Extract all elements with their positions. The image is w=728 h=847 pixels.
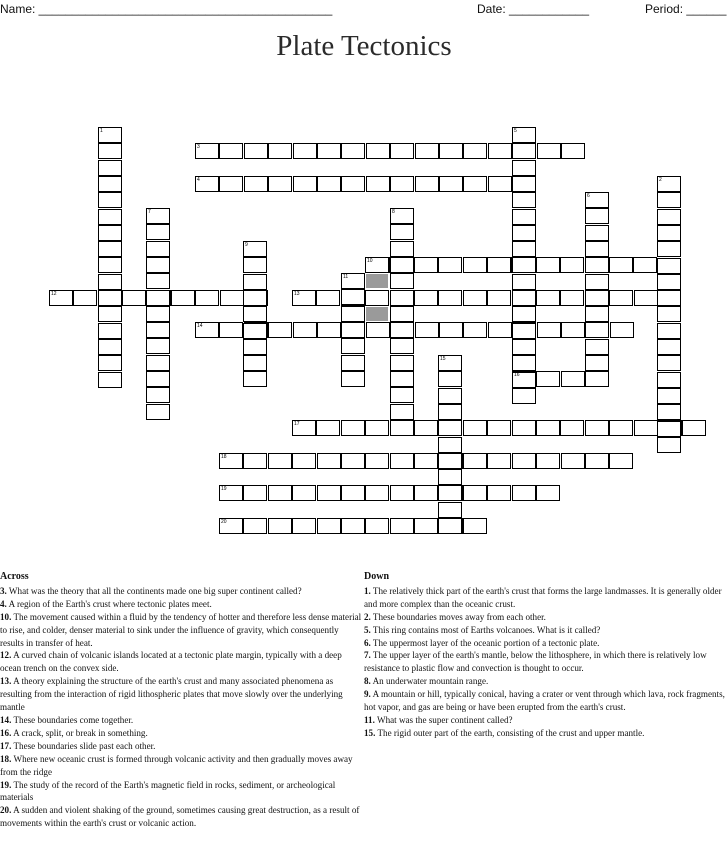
grid-cell[interactable] [438, 518, 462, 534]
grid-cell[interactable] [414, 420, 438, 436]
grid-cell[interactable] [98, 306, 122, 322]
across-clues [0, 571, 362, 830]
grid-cell[interactable] [243, 306, 267, 322]
grid-cell[interactable] [316, 420, 340, 436]
page-title: Plate Tectonics [276, 30, 452, 62]
down-clue: 8. An underwater mountain range. [364, 676, 489, 687]
grid-cell[interactable] [98, 323, 122, 339]
grid-cell[interactable] [488, 176, 512, 192]
clue-number: 8 [392, 209, 395, 215]
grid-cell[interactable] [657, 258, 681, 274]
grid-cell[interactable] [438, 257, 462, 273]
grid-cell[interactable] [341, 176, 365, 192]
grid-cell[interactable] [561, 371, 585, 387]
grid-cell[interactable] [365, 485, 389, 501]
grid-cell[interactable] [438, 290, 462, 306]
grid-cell[interactable] [365, 290, 389, 306]
grid-cell[interactable] [317, 143, 341, 159]
grid-cell[interactable] [341, 289, 365, 305]
grid-cell[interactable] [487, 453, 511, 469]
grid-cell[interactable] [609, 453, 633, 469]
grid-cell[interactable] [292, 518, 316, 534]
grid-cell[interactable] [243, 290, 267, 306]
grid-cell[interactable] [585, 225, 609, 241]
clue-number: 7 [148, 209, 151, 215]
grid-cell[interactable] [317, 176, 341, 192]
grid-cell[interactable] [390, 518, 414, 534]
clue-number: 1 [100, 128, 103, 134]
grid-cell[interactable] [341, 306, 365, 322]
grid-cell[interactable] [512, 485, 536, 501]
grid-cell[interactable] [585, 453, 609, 469]
clue-number: 20 [221, 519, 227, 525]
grid-cell[interactable] [390, 257, 414, 273]
grid-cell[interactable] [512, 290, 536, 306]
grid-cell[interactable] [512, 257, 536, 273]
grid-cell[interactable] [536, 453, 560, 469]
grid-cell[interactable] [585, 371, 609, 387]
grid-cell[interactable] [536, 290, 560, 306]
grid-cell[interactable] [146, 273, 170, 289]
grid-cell[interactable] [560, 420, 584, 436]
grid-cell[interactable] [341, 485, 365, 501]
clue-number: 3 [197, 144, 200, 150]
grid-cell[interactable] [438, 502, 462, 518]
grid-cell[interactable] [341, 453, 365, 469]
grid-cell[interactable] [536, 371, 560, 387]
grid-cell[interactable] [243, 371, 267, 387]
grid-cell[interactable] [243, 339, 267, 355]
grid-cell[interactable] [415, 322, 439, 338]
grid-cell[interactable] [98, 209, 122, 225]
across-clue: 20. A sudden and violent shaking of the ground, sometimes causing great destruction, as a result of movements within the earth's crust or volcanic action. [0, 805, 360, 829]
grid-cell[interactable] [438, 420, 462, 436]
grid-cell[interactable] [317, 453, 341, 469]
grid-cell[interactable] [585, 355, 609, 371]
grid-cell[interactable] [512, 306, 536, 322]
grid-cell[interactable] [341, 355, 365, 371]
grid-cell[interactable] [341, 143, 365, 159]
grid-cell[interactable] [341, 518, 365, 534]
grid-cell[interactable] [560, 290, 584, 306]
grid-cell[interactable] [98, 143, 122, 159]
grid-cell[interactable] [463, 143, 487, 159]
clue-number: 16 [514, 372, 520, 378]
grid-cell[interactable] [634, 290, 658, 306]
grid-cell[interactable] [512, 241, 536, 257]
grid-cell[interactable] [657, 404, 681, 420]
down-clue: 6. The uppermost layer of the oceanic portion of a tectonic plate. [364, 637, 600, 648]
grid-cell[interactable] [512, 209, 536, 225]
down-heading: Down [364, 571, 390, 582]
grid-cell[interactable] [634, 420, 658, 436]
grid-cell[interactable] [463, 290, 487, 306]
grid-cell[interactable] [560, 257, 584, 273]
shaded-cell [366, 307, 388, 321]
grid-cell[interactable] [463, 176, 487, 192]
grid-cell[interactable] [317, 322, 341, 338]
grid-cell[interactable] [487, 420, 511, 436]
grid-cell[interactable] [98, 160, 122, 176]
grid-cell[interactable] [98, 290, 122, 306]
grid-cell[interactable] [366, 176, 390, 192]
grid-cell[interactable] [438, 404, 462, 420]
grid-cell[interactable] [341, 371, 365, 387]
grid-cell[interactable] [488, 143, 512, 159]
grid-cell[interactable] [438, 388, 462, 404]
grid-cell[interactable] [98, 339, 122, 355]
grid-cell[interactable] [243, 323, 267, 339]
across-clue: 19. The study of the record of the Earth's magnetic field in rocks, sediment, or archeological materials [0, 779, 336, 803]
clue-number: 10 [367, 258, 373, 264]
grid-cell[interactable] [98, 192, 122, 208]
grid-cell[interactable] [195, 290, 219, 306]
grid-cell[interactable] [146, 241, 170, 257]
grid-cell[interactable] [585, 420, 609, 436]
date-field[interactable]: Date: ____________ [477, 2, 590, 16]
grid-cell[interactable] [585, 274, 609, 290]
across-clue: 13. A theory explaining the structure of the earth's crust and many associated phenomena as resulting from the interaction of rigid lithospheric plates that move slowly over the underlying mantle [0, 676, 343, 713]
grid-cell[interactable] [438, 469, 462, 485]
grid-cell[interactable] [73, 290, 97, 306]
shaded-cell [366, 274, 388, 288]
across-clue: 14. These boundaries come together. [0, 714, 134, 725]
grid-cell[interactable] [512, 192, 536, 208]
grid-cell[interactable] [585, 290, 609, 306]
grid-cell[interactable] [268, 518, 292, 534]
grid-cell[interactable] [657, 339, 681, 355]
grid-cell[interactable] [657, 437, 681, 453]
grid-cell[interactable] [365, 453, 389, 469]
grid-cell[interactable] [98, 355, 122, 371]
across-clue: 17. These boundaries slide past each other. [0, 740, 156, 751]
grid-cell[interactable] [463, 322, 487, 338]
grid-cell[interactable] [390, 404, 414, 420]
grid-cell[interactable] [219, 143, 243, 159]
grid-cell[interactable] [414, 290, 438, 306]
grid-cell[interactable] [585, 306, 609, 322]
grid-cell[interactable] [146, 290, 170, 306]
down-clue: 2. These boundaries moves away from each other. [364, 611, 546, 622]
grid-cell[interactable] [512, 176, 536, 192]
grid-cell[interactable] [512, 143, 536, 159]
grid-cell[interactable] [657, 388, 681, 404]
down-clue: 9. A mountain or hill, typically conical, having a crater or vent through which lava, rock fragments, hot vapor, and gas are being or have been erupted from the earth's crust. [364, 689, 725, 713]
grid-cell[interactable] [390, 453, 414, 469]
grid-cell[interactable] [657, 241, 681, 257]
grid-cell[interactable] [415, 176, 439, 192]
clue-number: 15 [440, 356, 446, 362]
grid-cell[interactable] [487, 257, 511, 273]
across-clue: 3. What was the theory that all the continents made one big super continent called? [0, 585, 302, 596]
down-clue: 5. This ring contains most of Earths volcanoes. What is it called? [364, 624, 601, 635]
grid-cell[interactable] [98, 274, 122, 290]
grid-cell[interactable] [292, 453, 316, 469]
grid-cell[interactable] [512, 323, 536, 339]
grid-cell[interactable] [633, 257, 657, 273]
clue-number: 9 [245, 242, 248, 248]
grid-cell[interactable] [438, 453, 462, 469]
clue-number: 2 [659, 177, 662, 183]
grid-cell[interactable] [171, 290, 195, 306]
down-clues [364, 571, 726, 740]
grid-cell[interactable] [657, 192, 681, 208]
grid-cell[interactable] [390, 290, 414, 306]
grid-cell[interactable] [146, 338, 170, 354]
grid-cell[interactable] [341, 322, 365, 338]
grid-cell[interactable] [657, 306, 681, 322]
grid-cell[interactable] [316, 290, 340, 306]
grid-cell[interactable] [146, 387, 170, 403]
grid-cell[interactable] [537, 143, 561, 159]
grid-cell[interactable] [439, 143, 463, 159]
clue-number: 14 [197, 323, 203, 329]
grid-cell[interactable] [463, 453, 487, 469]
grid-cell[interactable] [463, 518, 487, 534]
grid-cell[interactable] [390, 420, 414, 436]
grid-cell[interactable] [414, 485, 438, 501]
grid-cell[interactable] [366, 322, 390, 338]
across-clue: 10. The movement caused within a fluid by the tendency of hotter and therefore less dense material to rise, and colder, denser material to sink under the influence of gravity, which consequently results in transfer of heat. [0, 611, 362, 648]
grid-cell[interactable] [390, 224, 414, 240]
grid-cell[interactable] [463, 420, 487, 436]
grid-cell[interactable] [438, 485, 462, 501]
grid-cell[interactable] [609, 257, 633, 273]
grid-cell[interactable] [268, 453, 292, 469]
grid-cell[interactable] [98, 241, 122, 257]
down-clue: 15. The rigid outer part of the earth, consisting of the crust and upper mantle. [364, 727, 645, 738]
clue-number: 12 [51, 291, 57, 297]
grid-cell[interactable] [561, 453, 585, 469]
grid-cell[interactable] [243, 355, 267, 371]
grid-cell[interactable] [390, 322, 414, 338]
clue-number: 5 [514, 128, 517, 134]
grid-cell[interactable] [243, 518, 267, 534]
across-heading: Across [0, 571, 29, 582]
grid-cell[interactable] [657, 225, 681, 241]
clue-number: 11 [343, 274, 349, 280]
grid-cell[interactable] [220, 290, 244, 306]
grid-cell[interactable] [390, 387, 414, 403]
clue-number: 17 [294, 421, 300, 427]
grid-cell[interactable] [463, 257, 487, 273]
grid-cell[interactable] [657, 290, 681, 306]
grid-cell[interactable] [585, 257, 609, 273]
grid-cell[interactable] [268, 485, 292, 501]
grid-cell[interactable] [146, 371, 170, 387]
across-clue: 4. A region of the Earth's crust where tectonic plates meet. [0, 598, 212, 609]
grid-cell[interactable] [487, 290, 511, 306]
grid-cell[interactable] [536, 485, 560, 501]
grid-cell[interactable] [366, 143, 390, 159]
across-clue: 18. Where new oceanic crust is formed through volcanic activity and then gradually moves away from the ridge [0, 753, 353, 777]
grid-cell[interactable] [657, 421, 681, 437]
grid-cell[interactable] [390, 355, 414, 371]
grid-cell[interactable] [244, 143, 268, 159]
grid-cell[interactable] [390, 143, 414, 159]
grid-cell[interactable] [146, 306, 170, 322]
period-field[interactable]: Period: ______ [645, 2, 727, 16]
grid-cell[interactable] [512, 339, 536, 355]
name-field[interactable]: Name: ____________________________________________ [0, 2, 333, 16]
clue-number: 18 [221, 454, 227, 460]
grid-cell[interactable] [243, 274, 267, 290]
grid-cell[interactable] [146, 322, 170, 338]
grid-cell[interactable] [657, 355, 681, 371]
clue-number: 4 [197, 177, 200, 183]
grid-cell[interactable] [561, 322, 585, 338]
grid-cell[interactable] [512, 420, 536, 436]
grid-cell[interactable] [293, 143, 317, 159]
down-clue: 1. The relatively thick part of the earth's crust that forms the large landmasses. It is generally older and more complex than the oceanic crust. [364, 585, 722, 609]
grid-cell[interactable] [512, 453, 536, 469]
grid-cell[interactable] [585, 322, 609, 338]
grid-cell[interactable] [415, 143, 439, 159]
grid-cell[interactable] [268, 176, 292, 192]
grid-cell[interactable] [414, 453, 438, 469]
grid-cell[interactable] [365, 518, 389, 534]
grid-cell[interactable] [268, 322, 292, 338]
grid-cell[interactable] [317, 485, 341, 501]
grid-cell[interactable] [390, 176, 414, 192]
grid-cell[interactable] [146, 404, 170, 420]
grid-cell[interactable] [292, 485, 316, 501]
grid-cell[interactable] [98, 225, 122, 241]
grid-cell[interactable] [609, 290, 633, 306]
grid-cell[interactable] [610, 322, 634, 338]
clue-number: 6 [587, 193, 590, 199]
grid-cell[interactable] [439, 322, 463, 338]
grid-cell[interactable] [244, 176, 268, 192]
grid-cell[interactable] [487, 485, 511, 501]
grid-cell[interactable] [122, 290, 146, 306]
grid-cell[interactable] [585, 339, 609, 355]
grid-cell[interactable] [512, 160, 536, 176]
grid-cell[interactable] [585, 208, 609, 224]
grid-cell[interactable] [536, 257, 560, 273]
grid-cell[interactable] [512, 388, 536, 404]
grid-cell[interactable] [414, 257, 438, 273]
grid-cell[interactable] [390, 338, 414, 354]
grid-cell[interactable] [219, 176, 243, 192]
grid-cell[interactable] [146, 224, 170, 240]
grid-cell[interactable] [657, 209, 681, 225]
grid-cell[interactable] [98, 257, 122, 273]
grid-cell[interactable] [537, 322, 561, 338]
grid-cell[interactable] [512, 355, 536, 371]
grid-cell[interactable] [390, 485, 414, 501]
grid-cell[interactable] [657, 274, 681, 290]
down-clue: 11. What was the super continent called? [364, 714, 513, 725]
clue-number: 19 [221, 486, 227, 492]
grid-cell[interactable] [438, 437, 462, 453]
grid-cell[interactable] [293, 322, 317, 338]
across-clue: 12. A curved chain of volcanic islands located at a tectonic plate margin, typically with a deep ocean trench on the convex side. [0, 650, 342, 674]
grid-cell[interactable] [414, 518, 438, 534]
grid-cell[interactable] [390, 306, 414, 322]
grid-cell[interactable] [243, 485, 267, 501]
grid-cell[interactable] [341, 420, 365, 436]
down-clue: 7. The upper layer of the earth's mantle, below the lithosphere, in which there is relatively low resistance to plastic flow and convection is thought to occur. [364, 650, 707, 674]
across-clue: 16. A crack, split, or break in something. [0, 727, 148, 738]
grid-cell[interactable] [243, 453, 267, 469]
grid-cell[interactable] [390, 273, 414, 289]
grid-cell[interactable] [390, 371, 414, 387]
grid-cell[interactable] [98, 176, 122, 192]
grid-cell[interactable] [341, 338, 365, 354]
grid-cell[interactable] [609, 420, 633, 436]
grid-cell[interactable] [146, 257, 170, 273]
grid-cell[interactable] [512, 225, 536, 241]
grid-cell[interactable] [512, 274, 536, 290]
grid-cell[interactable] [463, 485, 487, 501]
grid-cell[interactable] [317, 518, 341, 534]
grid-cell[interactable] [488, 322, 512, 338]
grid-cell[interactable] [536, 420, 560, 436]
grid-cell[interactable] [293, 176, 317, 192]
grid-cell[interactable] [98, 372, 122, 388]
grid-cell[interactable] [268, 143, 292, 159]
grid-cell[interactable] [439, 176, 463, 192]
grid-cell[interactable] [657, 372, 681, 388]
grid-cell[interactable] [365, 420, 389, 436]
grid-cell[interactable] [219, 322, 243, 338]
grid-cell[interactable] [146, 355, 170, 371]
clue-number: 13 [294, 291, 300, 297]
grid-cell[interactable] [390, 241, 414, 257]
grid-cell[interactable] [243, 257, 267, 273]
grid-cell[interactable] [561, 143, 585, 159]
grid-cell[interactable] [438, 371, 462, 387]
grid-cell[interactable] [585, 241, 609, 257]
grid-cell[interactable] [657, 323, 681, 339]
grid-cell[interactable] [682, 420, 706, 436]
